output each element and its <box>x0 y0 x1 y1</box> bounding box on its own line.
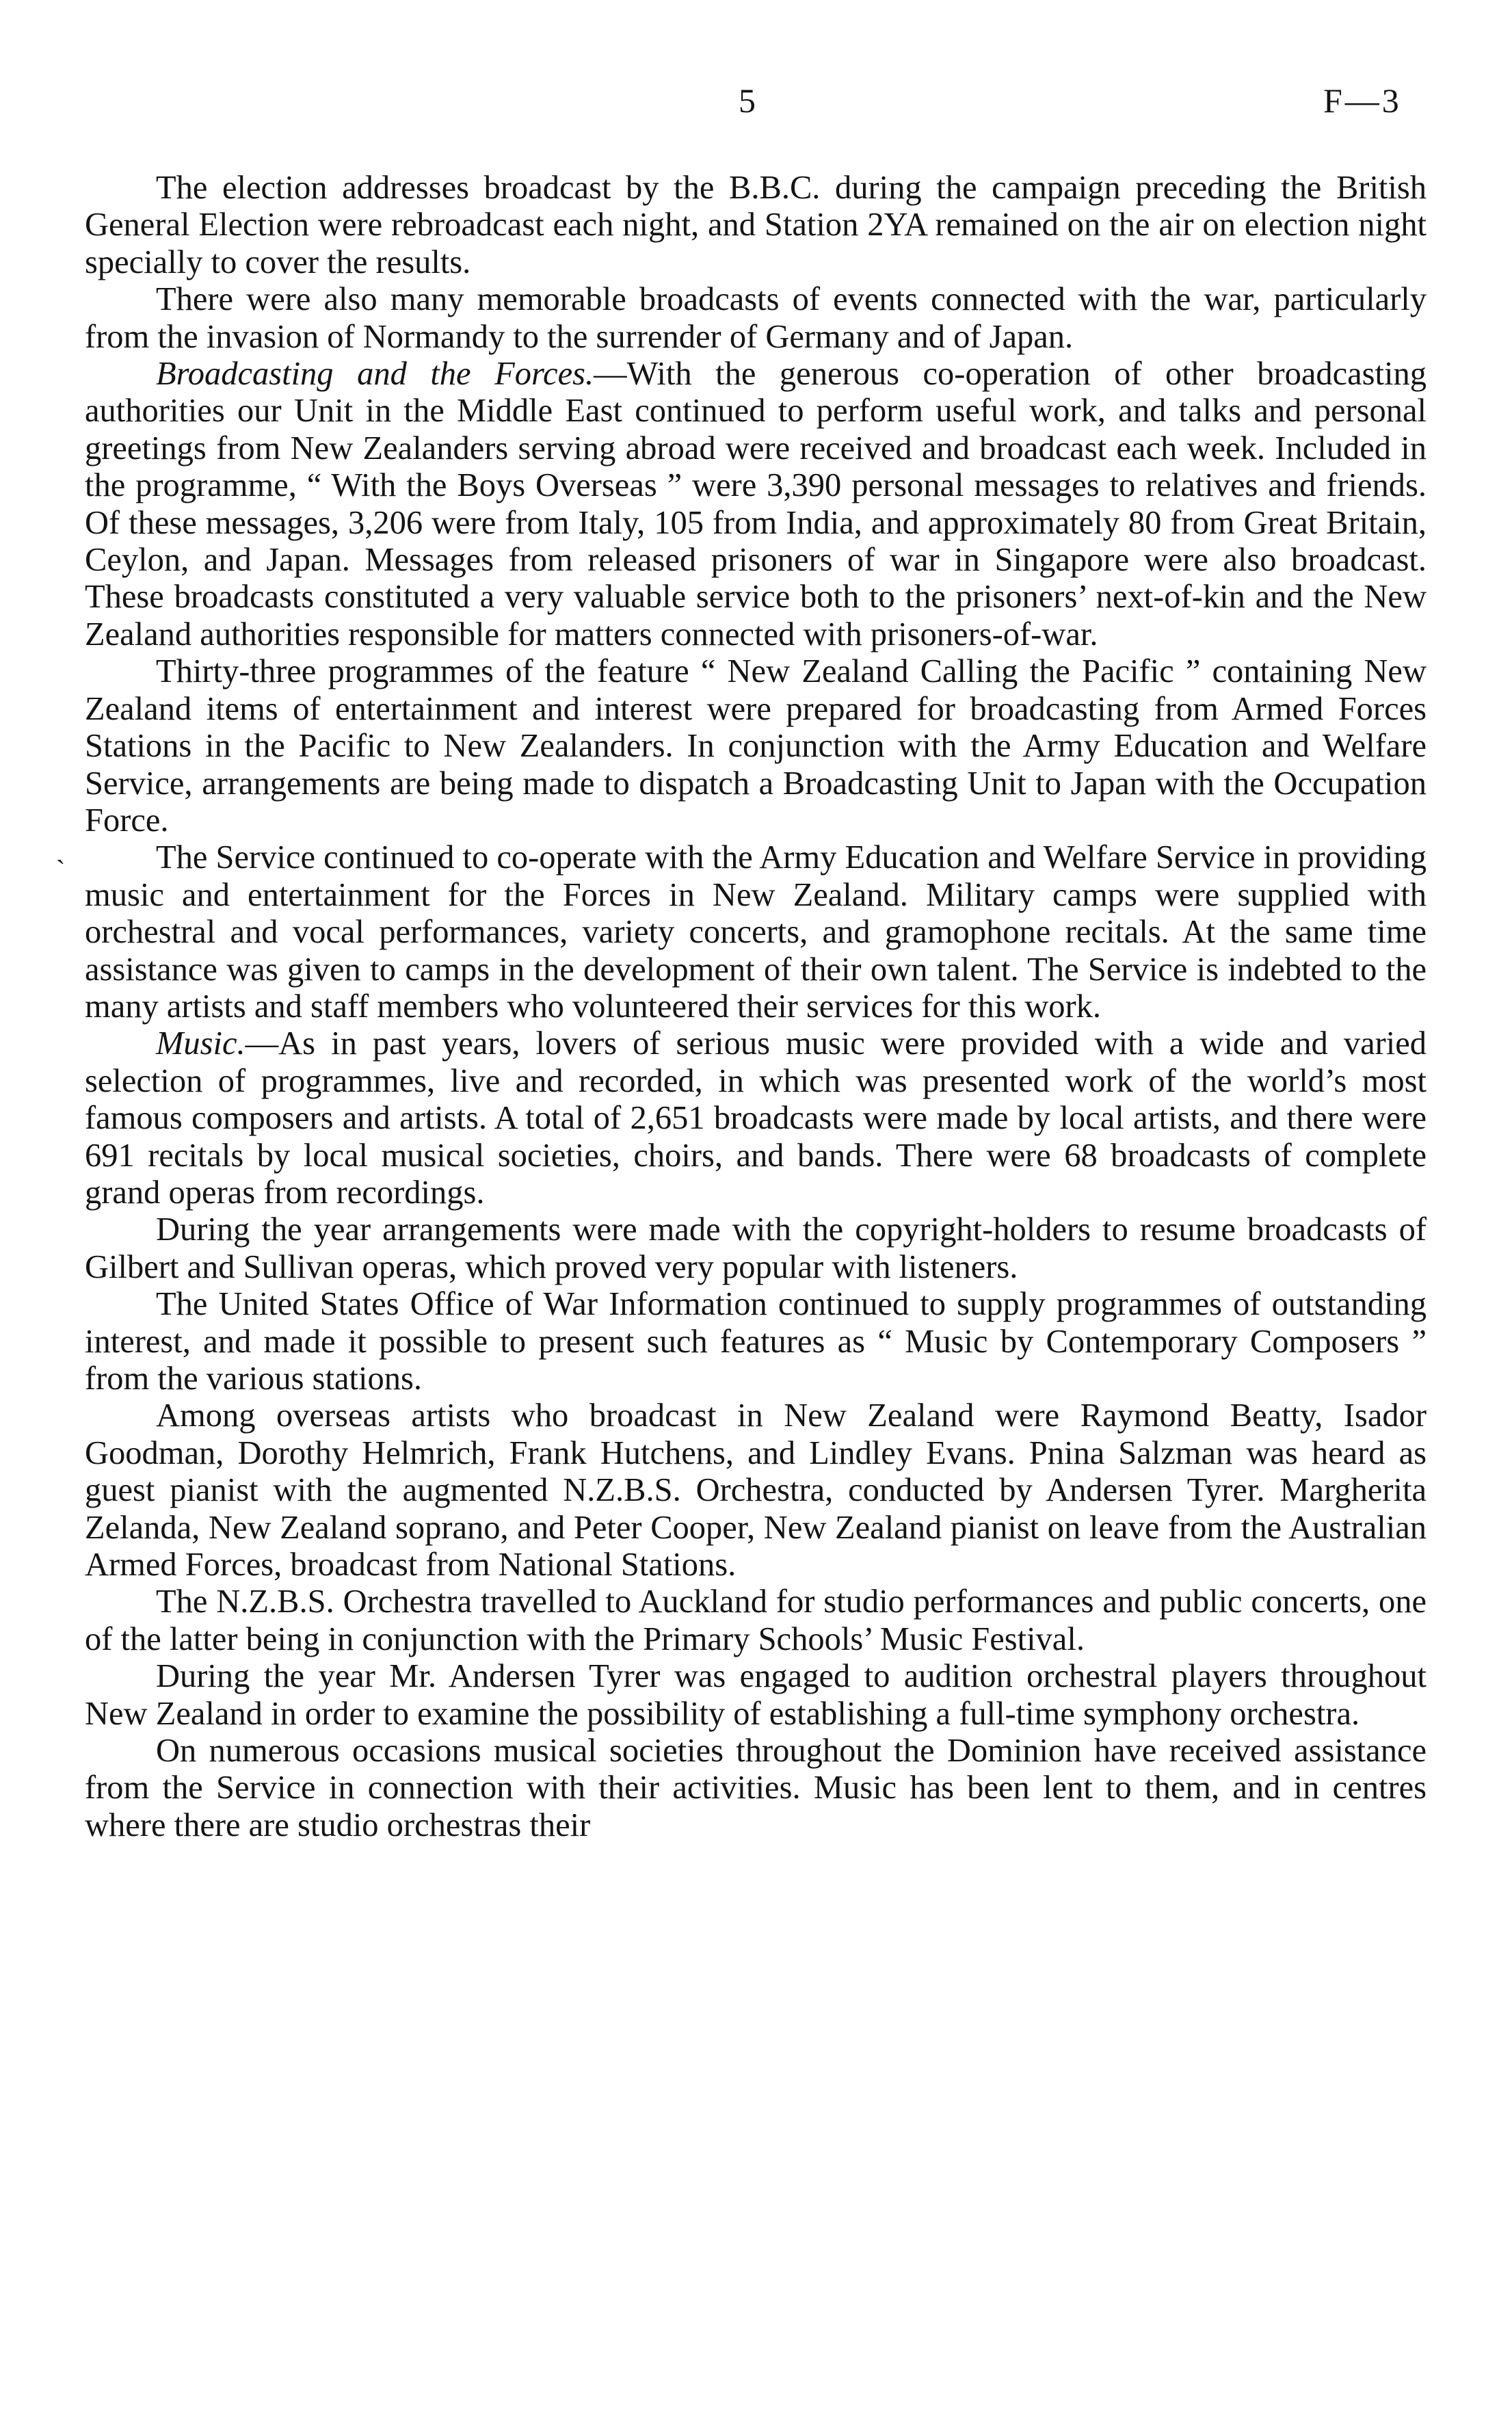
paragraph-text: On numerous occasions musical societies throughout the Dominion have received assistance from the Service in connection with their activities. Music has been lent to them, and in centres where there are studio orchestras their <box>85 1733 1427 1843</box>
margin-mark: ` <box>56 854 66 885</box>
paragraph-army-welfare <box>85 839 1427 1025</box>
paragraph-war-broadcasts <box>85 281 1427 356</box>
document-body <box>85 170 1427 1844</box>
paragraph-bbc-election <box>85 170 1427 281</box>
paragraph-andersen-tyrer <box>85 1658 1427 1733</box>
section-heading-broadcasting-forces: Broadcasting and the Forces. <box>156 356 594 393</box>
paragraph-orchestra-auckland <box>85 1583 1427 1658</box>
paragraph-text: There were also many memorable broadcasts of events connected with the war, particularly from the invasion of Normandy to the surrender of Germany and of Japan. <box>85 281 1427 355</box>
paragraph-text: Thirty-three programmes of the feature “ New Zealand Calling the Pacific ” containing New Zealand items of entertainment and interest were prepared for broadcasting from Armed Forces Stations in the Pacific to New Zealanders. In conjunction with the Army Education and Welfare Service, arrangements are being made to dispatch a Broadcasting Unit to Japan with the Occupation Force. <box>85 653 1427 839</box>
paragraph-pacific-feature <box>85 653 1427 839</box>
paragraph-office-war-information <box>85 1286 1427 1397</box>
page-header <box>0 81 1512 135</box>
paragraph-broadcasting-forces <box>85 356 1427 653</box>
document-reference-code: F—3 <box>1323 81 1402 120</box>
paragraph-text: —With the generous co-operation of other broadcasting authorities our Unit in the Middle East continued to perform useful work, and talks and personal greetings from New Zealanders serving abroad were received and broadcast each week. Included in the programme, “ With the Boys Overseas ” were 3,390 personal messages to relatives and friends. Of these messages, 3,206 were from Italy, 105 from India, and approximately 80 from Great Britain, Ceylon, and Japan. Messages from released prisoners of war in Singapore were also broadcast. These broadcasts constituted a very valuable service both to the prisoners’ next-of-kin and the New Zealand authorities responsible for matters connected with prisoners-of-war. <box>85 356 1427 653</box>
paragraph-musical-societies <box>85 1733 1427 1844</box>
paragraph-text: The Service continued to co-operate with the Army Education and Welfare Service in providing music and entertainment for the Forces in New Zealand. Military camps were supplied with orchestral and vocal performances, variety concerts, and gramophone recitals. At the same time assistance was given to camps in the development of their own talent. The Service is indebted to the many artists and staff members who volunteered their services for this work. <box>85 839 1427 1025</box>
paragraph-gilbert-sullivan <box>85 1211 1427 1286</box>
paragraph-text: Among overseas artists who broadcast in New Zealand were Raymond Beatty, Isador Goodman, Dorothy Helmrich, Frank Hutchens, and Lindley Evans. Pnina Salzman was heard as guest pianist with the augmented N.Z.B.S. Orchestra, conducted by Andersen Tyrer. Margherita Zelanda, New Zealand soprano, and Peter Cooper, New Zealand pianist on leave from the Australian Armed Forces, broadcast from National Stations. <box>85 1397 1427 1583</box>
page-number: 5 <box>739 81 757 120</box>
paragraph-text: During the year arrangements were made with the copyright-holders to resume broadcasts of Gilbert and Sullivan operas, which proved very popular with listeners. <box>85 1211 1427 1285</box>
paragraph-text: The United States Office of War Information continued to supply programmes of outstanding interest, and made it possible to present such features as “ Music by Contemporary Composers ” from the various stations. <box>85 1286 1427 1397</box>
paragraph-music <box>85 1025 1427 1211</box>
paragraph-text: During the year Mr. Andersen Tyrer was engaged to audition orchestral players throughout New Zealand in order to examine the possibility of establishing a full-time symphony orchestra. <box>85 1658 1427 1732</box>
section-heading-music: Music. <box>156 1025 246 1062</box>
paragraph-text: The N.Z.B.S. Orchestra travelled to Auckland for studio performances and public concerts, one of the latter being in conjunction with the Primary Schools’ Music Festival. <box>85 1583 1427 1657</box>
paragraph-overseas-artists <box>85 1397 1427 1583</box>
paragraph-text: The election addresses broadcast by the B.B.C. during the campaign preceding the British General Election were rebroadcast each night, and Station 2YA remained on the air on election night specially to cover the results. <box>85 170 1427 280</box>
paragraph-text: —As in past years, lovers of serious music were provided with a wide and varied selection of programmes, live and recorded, in which was presented work of the world’s most famous composers and artists. A total of 2,651 broadcasts were made by local artists, and there were 691 recitals by local musical societies, choirs, and bands. There were 68 broadcasts of complete grand operas from recordings. <box>85 1025 1427 1211</box>
